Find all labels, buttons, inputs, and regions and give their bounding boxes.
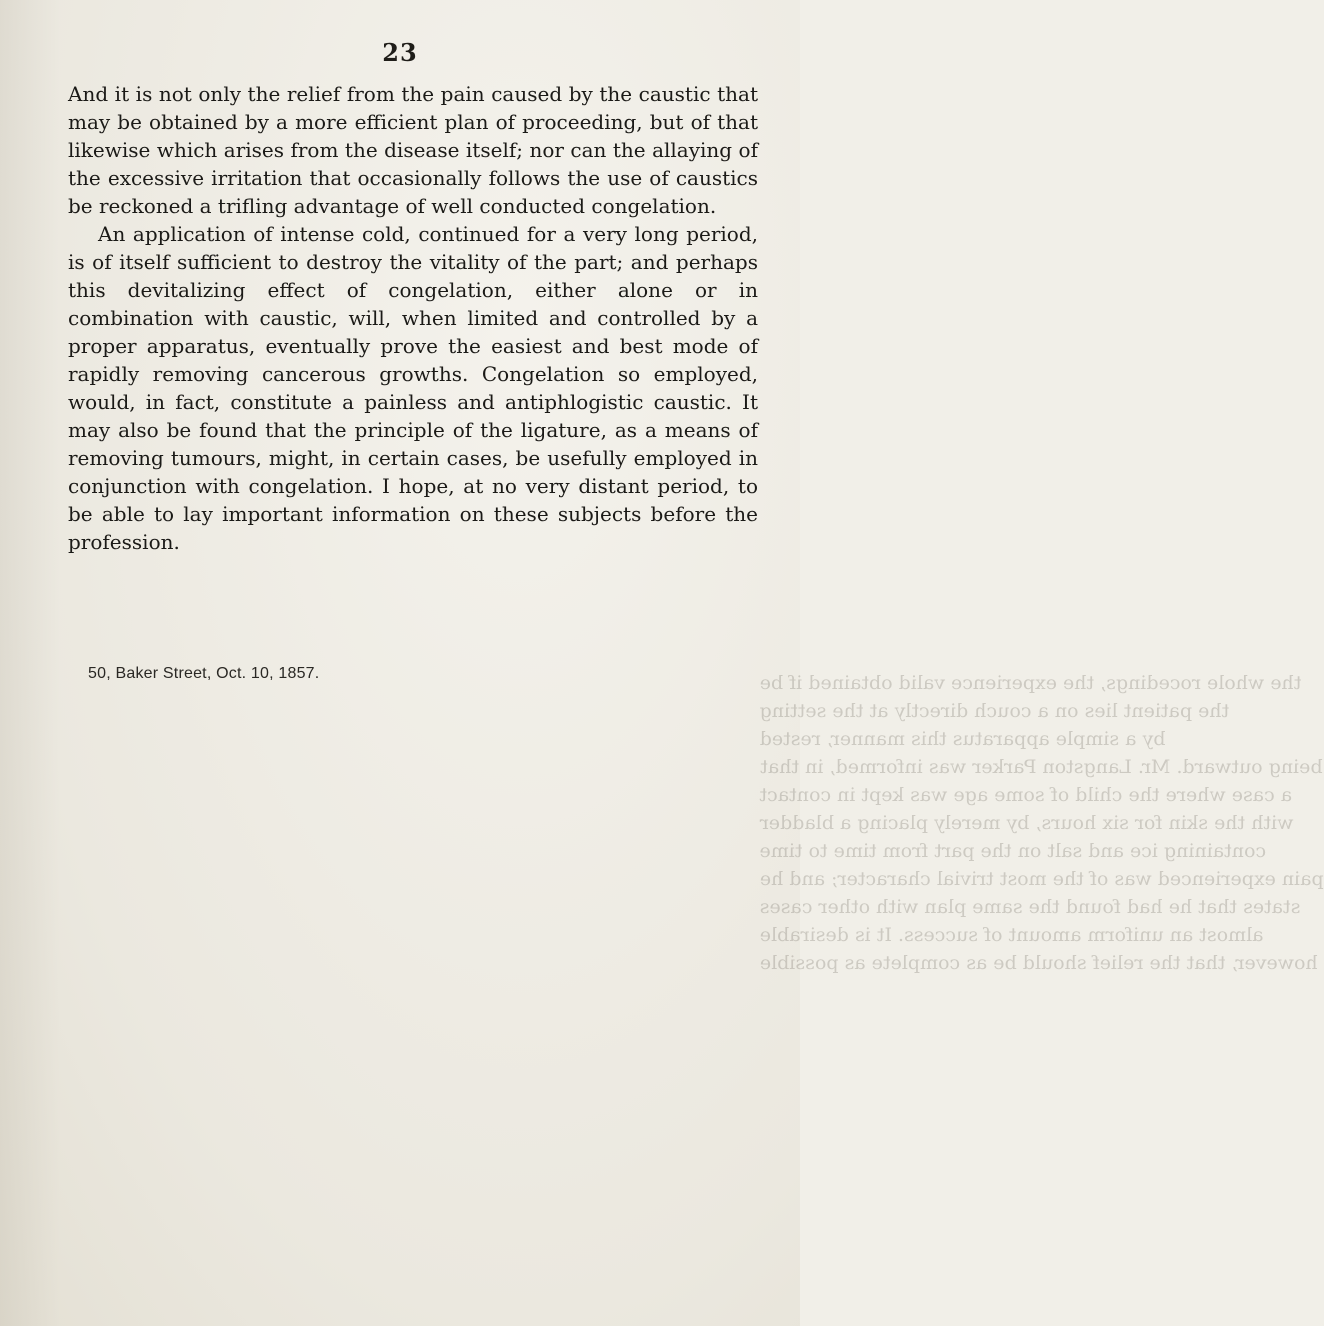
show-through-from-reverse-page: the whole rocedings, the experience valid obtained if be the patient lies on a couch directly at the setting by a simple apparatus this manner, rested being outward. Mr. Langston Parker was informed, in that a case where the child of some age was kept in contact with the skin for six hours, by merely placing a bladder containing ice and salt on the part from time to time pain experienced was of the most trivial character; and he states that he had found the same plan with other cases almost an uniform amount of success. It is desirable however, that the relief should be as complete as possible (760, 672, 1324, 974)
page-number: 23 (382, 38, 418, 67)
body-text (68, 80, 758, 556)
paragraph-1: And it is not only the relief from the pain caused by the caustic that may be obtained by a more efficient plan of proceeding, but of that likewise which arises from the disease itself; nor can the allaying of the excessive irritation that occasionally follows the use of caustics be reckoned a trifling advantage of well conducted congelation. (68, 82, 758, 218)
signature-address-date: 50, Baker Street, Oct. 10, 1857. (88, 665, 320, 682)
paragraph-2: An application of intense cold, continued for a very long period, is of itself sufficient to destroy the vitality of the part; and perhaps this devitalizing effect of congelation, either alone or in combination with caustic, will, when limited and controlled by a proper apparatus, eventually prove the easiest and best mode of rapidly removing cancerous growths. Congelation so employed, would, in fact, constitute a painless and antiphlogistic caustic. It may also be found that the principle of the ligature, as a means of removing tumours, might, in certain cases, be usefully employed in conjunction with congelation. I hope, at no very distant period, to be able to lay important information on these subjects before the profession. (68, 222, 758, 554)
